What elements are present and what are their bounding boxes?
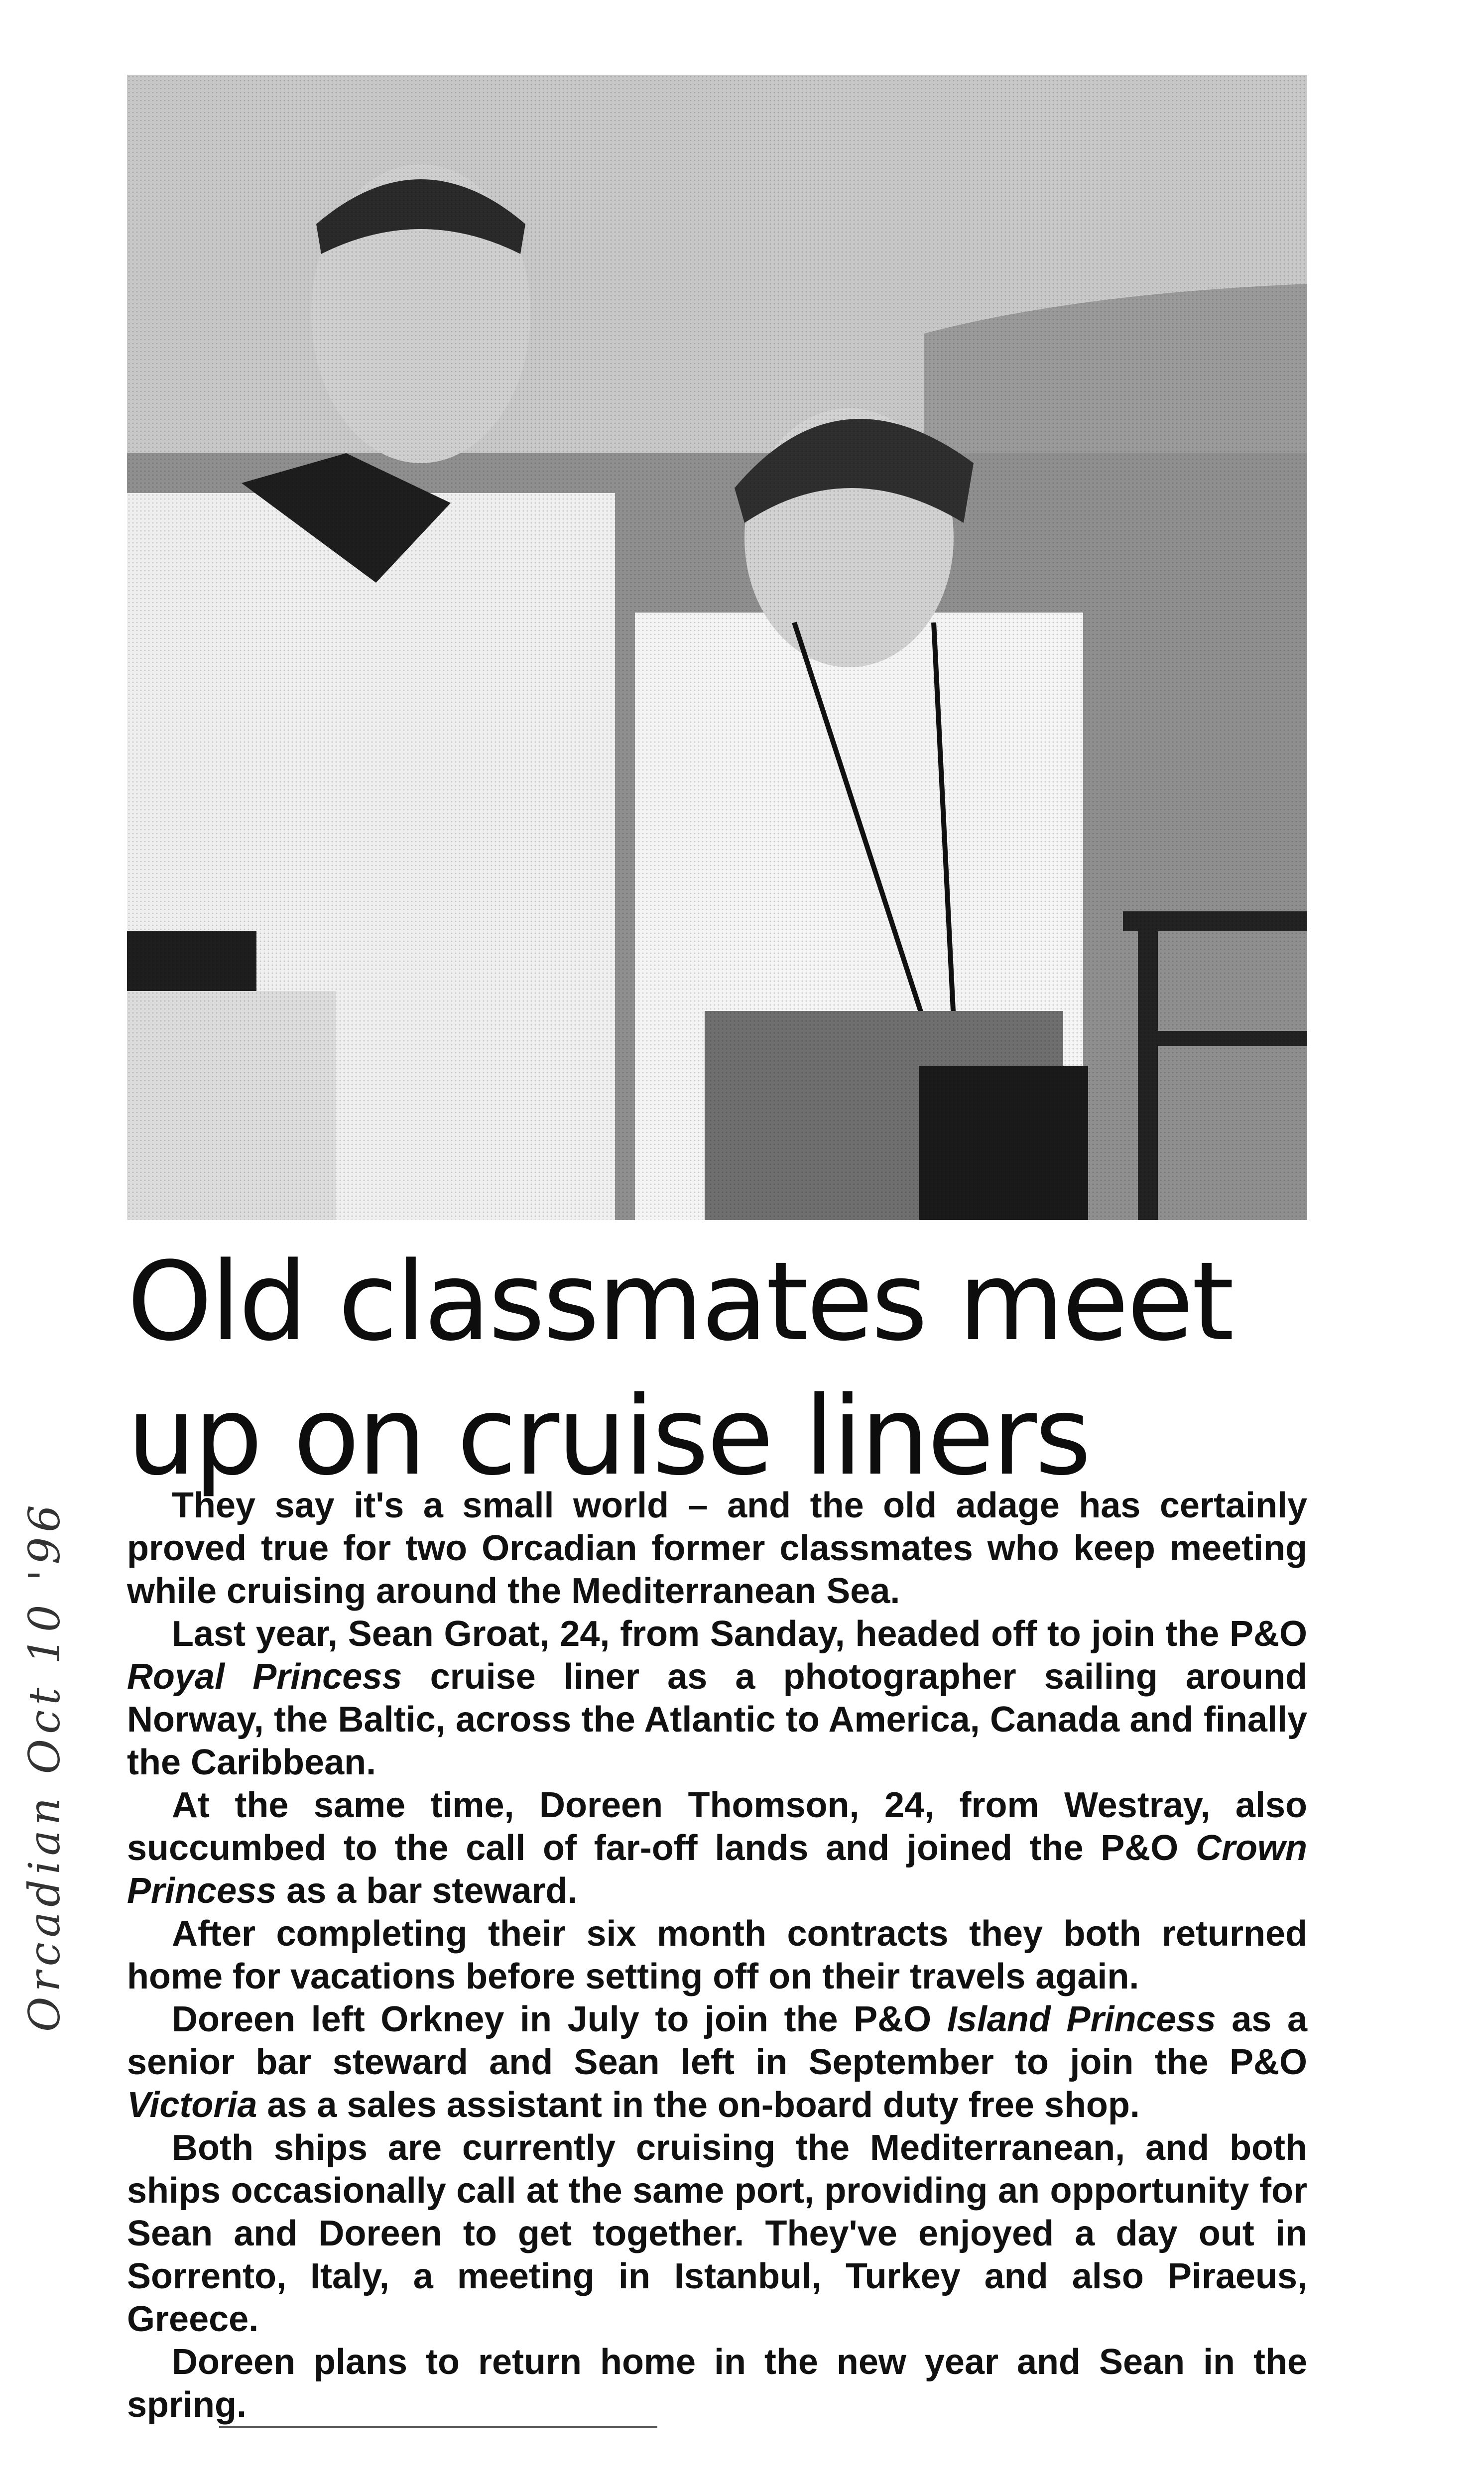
article-paragraph	[127, 1912, 1307, 1998]
paragraph-text: Last year, Sean Groat, 24, from Sanday, headed off to join the P&O	[172, 1614, 1307, 1654]
paragraph-text: At the same time, Doreen Thomson, 24, from Westray, also succumbed to the call of far-off lands and joined the P&O	[127, 1785, 1307, 1868]
headline-line-2: up on cruise liners	[127, 1373, 1090, 1499]
closing-rule	[219, 2426, 657, 2428]
paragraph-text: They say it's a small world – and the old adage has certainly proved true for two Orcadian former classmates who keep meeting while cruising around the Mediterranean Sea.	[127, 1486, 1307, 1611]
paragraph-text: as a sales assistant in the on-board duty free shop.	[257, 2085, 1140, 2125]
article-paragraph	[127, 1613, 1307, 1784]
ship-name: Royal Princess	[127, 1657, 402, 1697]
article-photo	[127, 75, 1307, 1220]
paragraph-text: Doreen plans to return home in the new year and Sean in the spring.	[127, 2342, 1307, 2425]
paragraph-text: as a senior bar steward and Sean left in September to join the P&O	[127, 1999, 1308, 2082]
handwritten-date-note: Orcadian Oct 10 '96	[20, 1499, 70, 2032]
ship-name: Island Princess	[947, 1999, 1216, 2039]
article-paragraph	[127, 1998, 1307, 2126]
headline-line-1: Old classmates meet	[127, 1239, 1233, 1365]
article-headline	[127, 1235, 1322, 1504]
article-paragraph	[127, 1484, 1307, 1613]
article-body	[127, 1484, 1307, 2426]
article-paragraph	[127, 2341, 1307, 2426]
paragraph-text: Both ships are currently cruising the Mediterranean, and both ships occasionally call at the same port, providing an opportunity for Sean and Doreen to get together. They've enjoyed a day out in Sorrento, Italy, a meeting in Istanbul, Turkey and also Piraeus, Greece.	[127, 2128, 1307, 2339]
paragraph-text: Doreen left Orkney in July to join the P&O	[172, 1999, 947, 2039]
paragraph-text: After completing their six month contracts they both returned home for vacations before setting off on their travels again.	[127, 1914, 1307, 1996]
photo-illustration	[127, 75, 1307, 1220]
paragraph-text: as a bar steward.	[276, 1871, 578, 1911]
paragraph-text: cruise liner as a photographer sailing around Norway, the Baltic, across the Atlantic to America, Canada and finally the Caribbean.	[127, 1657, 1307, 1782]
article-paragraph	[127, 1784, 1307, 1912]
ship-name: Crown Princess	[127, 1828, 1307, 1911]
article-paragraph	[127, 2126, 1307, 2341]
ship-name: Victoria	[127, 2085, 257, 2125]
